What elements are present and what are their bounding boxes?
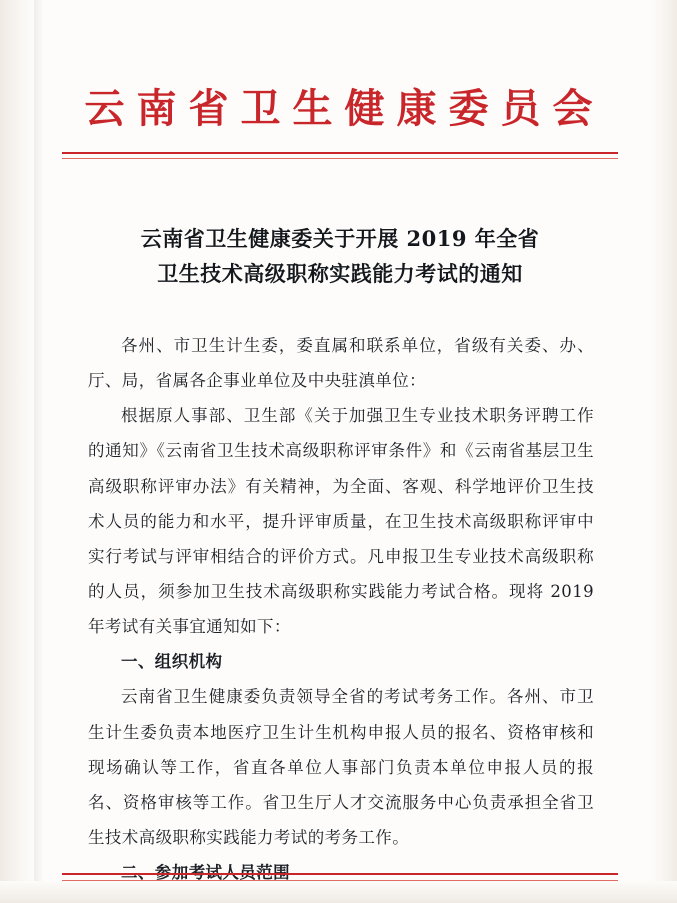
header-divider-thick xyxy=(62,152,618,154)
paragraph-organization-body: 云南省卫生健康委负责领导全省的考试考务工作。各州、市卫生计生委负责本地医疗卫生计生机构申报人员的报名、资格审核和现场确认等工作，省直各单位人事部门负责本单位申报人员的报名、资格审核等工作。省卫生厅人才交流服务中心负责承担全省卫生技术高级职称实践能力考试的考务工作。 xyxy=(88,687,594,847)
scan-shadow xyxy=(34,0,44,903)
footer-divider-thin xyxy=(62,880,618,881)
letterhead-title: 云南省卫生健康委员会 xyxy=(84,85,605,132)
page-title xyxy=(70,222,610,291)
letterhead xyxy=(0,86,677,132)
page-title-line2: 卫生技术高级职称实践能力考试的通知 xyxy=(157,260,523,286)
paragraph-basis: 根据原人事部、卫生部《关于加强卫生专业技术职务评聘工作的通知》《云南省卫生技术高级职称评审条件》和《云南省基层卫生高级职称评审办法》有关精神，为全面、客观、科学地评价卫生技术人员的能力和水平，提升评审质量，在卫生技术高级职称评审中实行考试与评审相结合的评价方式。凡申报卫生专业技术高级职称的人员，须参加卫生技术高级职称实践能力考试合格。现将 2019 年考试有关事宜通知如下： xyxy=(88,406,594,637)
paragraph-addressees: 各州、市卫生计生委，委直属和联系单位，省级有关委、办、厅、局，省属各企事业单位及中央驻滇单位： xyxy=(88,336,594,391)
footer-divider-thick xyxy=(62,873,618,875)
header-divider-thin xyxy=(62,158,618,159)
document-body xyxy=(88,328,594,890)
page-left-edge xyxy=(0,0,34,903)
page-title-line1: 云南省卫生健康委关于开展 2019 年全省 xyxy=(140,226,540,251)
page-right-edge xyxy=(651,0,677,903)
section-heading-organization: 一、组织机构 xyxy=(121,652,223,672)
